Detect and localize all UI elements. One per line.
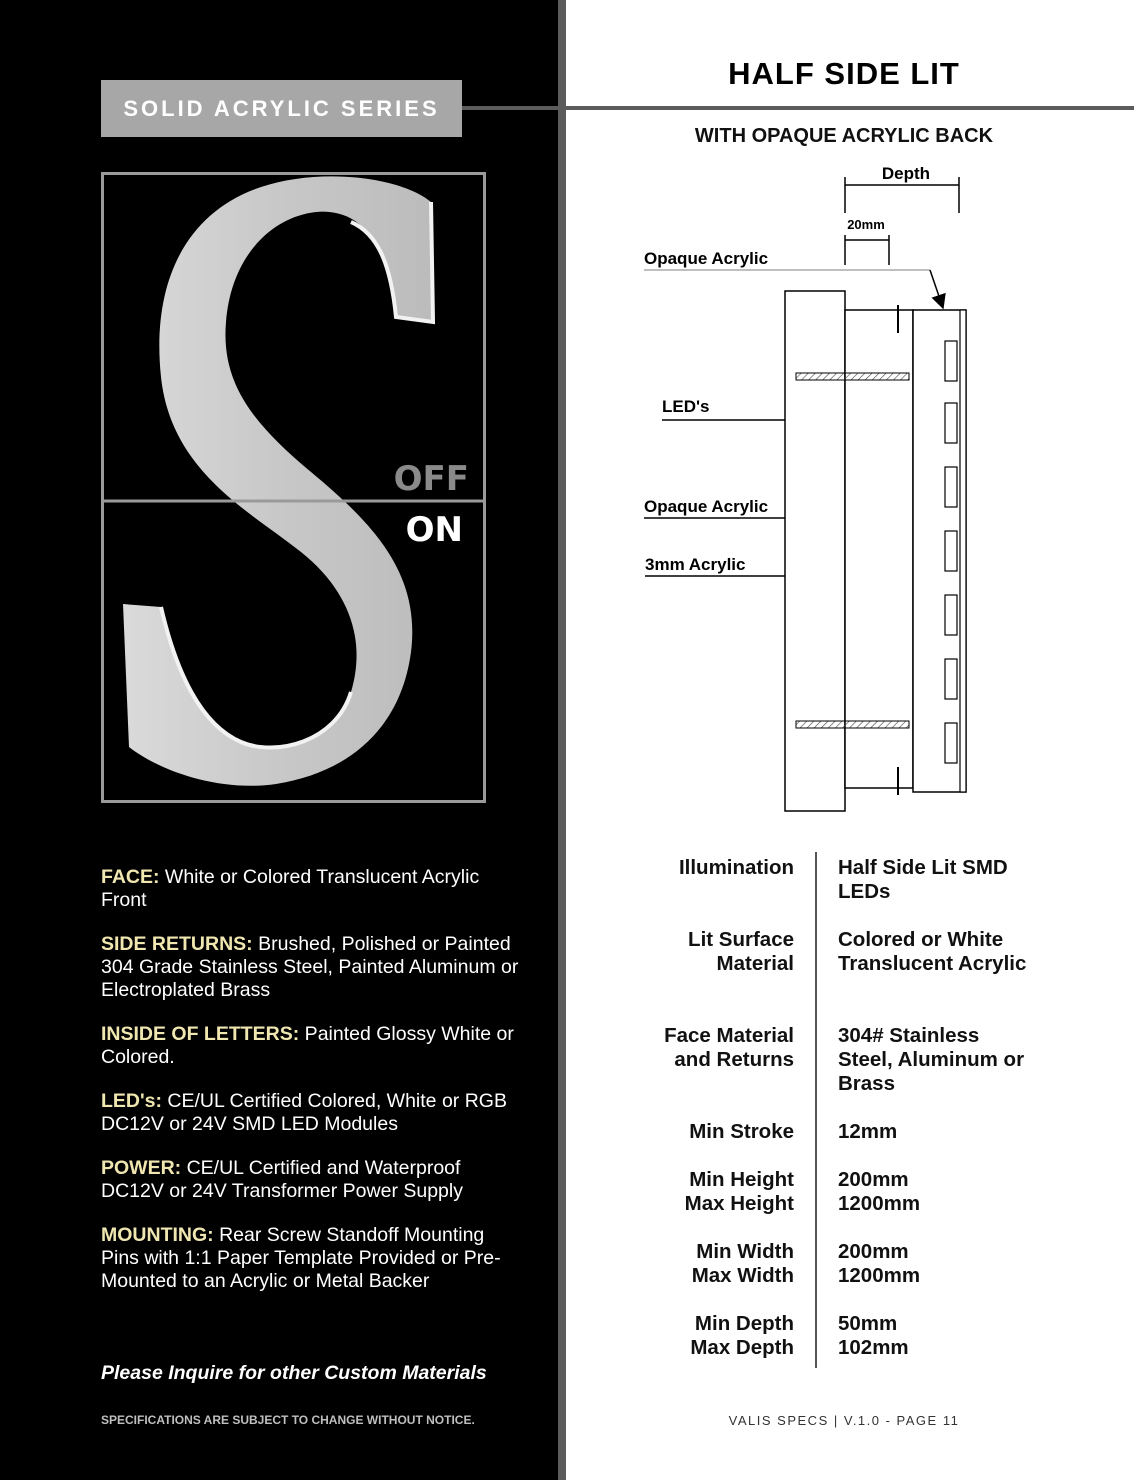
inquire-note: Please Inquire for other Custom Materials — [101, 1362, 487, 1384]
series-title: SOLID ACRYLIC SERIES — [101, 80, 462, 137]
spec-mounting: MOUNTING: Rear Screw Standoff Mounting Pins with 1:1 Paper Template Provided or Pre-Mounted to an Acrylic or Metal Backer — [101, 1224, 501, 1292]
leds-label: LED's — [662, 397, 710, 416]
spec-list — [101, 866, 521, 1314]
table-divider — [815, 852, 817, 1368]
spec-side-returns: SIDE RETURNS: Brushed, Polished or Painted 304 Grade Stainless Steel, Painted Aluminum or Electroplated Brass — [101, 933, 519, 1001]
cross-section-diagram — [630, 155, 990, 825]
acrylic-3mm-label: 3mm Acrylic — [645, 555, 746, 574]
dim-20mm-label: 20mm — [847, 217, 885, 232]
page-footer: VALIS SPECS | V.1.0 - PAGE 11 — [728, 1413, 960, 1428]
title-rule — [566, 106, 1134, 110]
letter-s-photo — [101, 172, 486, 803]
on-label: ON — [405, 510, 463, 550]
change-notice: SPECIFICATIONS ARE SUBJECT TO CHANGE WITHOUT NOTICE. — [101, 1413, 475, 1427]
opaque-acrylic-mid-label: Opaque Acrylic — [644, 497, 769, 516]
depth-label: Depth — [881, 164, 931, 183]
spec-face: FACE: White or Colored Translucent Acrylic Front — [101, 866, 480, 911]
off-label: OFF — [393, 459, 469, 499]
spec-inside-letters: INSIDE OF LETTERS: Painted Glossy White or Colored. — [101, 1023, 514, 1068]
panel-divider — [558, 0, 566, 1480]
page-subtitle: WITH OPAQUE ACRYLIC BACK — [694, 125, 994, 147]
page-title: HALF SIDE LIT — [728, 56, 960, 91]
spec-leds: LED's: CE/UL Certified Colored, White or RGB DC12V or 24V SMD LED Modules — [101, 1090, 507, 1135]
spec-power: POWER: CE/UL Certified and Waterproof DC12V or 24V Transformer Power Supply — [101, 1157, 463, 1202]
series-rule — [462, 106, 558, 110]
opaque-acrylic-top-label: Opaque Acrylic — [644, 249, 769, 268]
